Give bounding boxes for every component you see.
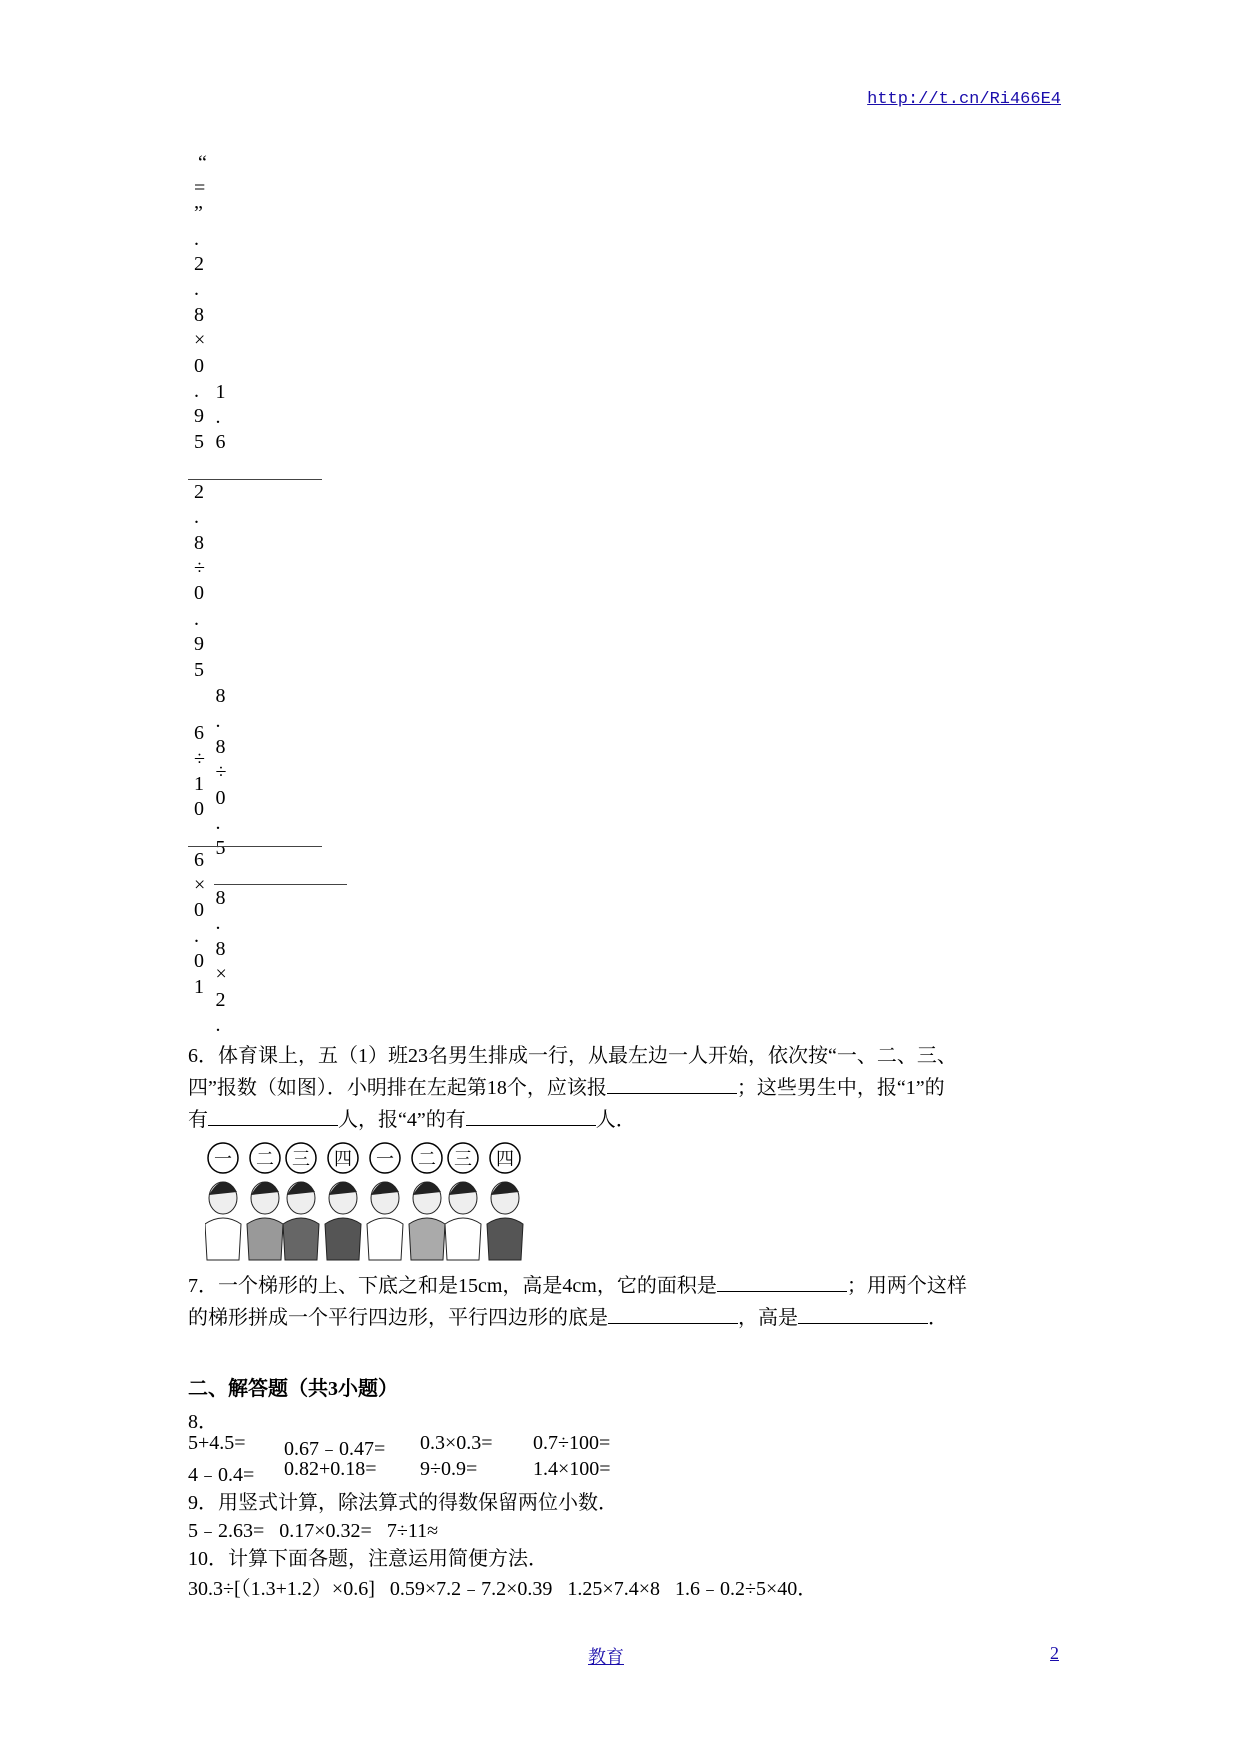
q10-item: 1.25×7.4×8 [567,1578,660,1600]
boy-figure [325,1143,361,1260]
vertical-fragment-char: × [194,329,206,352]
number-label: 三 [292,1149,310,1169]
vertical-fragment-char: 1 [194,975,205,998]
vertical-fragment-char: 0 [194,899,205,922]
vertical-fragment-char: ÷ [194,747,205,770]
q9-items [188,1514,1088,1542]
boy-figure [205,1143,241,1260]
vertical-fragment-char: . [215,812,221,834]
vertical-fragment-char: 6 [194,848,205,871]
vertical-fragment-char: 0 [194,950,205,973]
vertical-fragment-char: 5 [194,658,205,681]
q6-text-line: 四”报数（如图）．小明排在左起第18个，应该报 ；这些男生中，报“1”的 [188,1077,945,1099]
vertical-fragment-char: × [194,874,206,897]
footer-link[interactable]: 教育 [588,1647,624,1667]
shirt [247,1218,283,1260]
answer-blank[interactable] [466,1107,596,1126]
vertical-fragment-char: 6 [194,722,205,745]
q10-item: 1.6﹣0.2÷5×40． [674,1578,818,1600]
answer-blank[interactable] [607,1075,737,1094]
vertical-fragment-char: 0 [194,798,205,821]
q8-item: 5+4.5= [188,1432,246,1454]
boy-figure [247,1143,283,1260]
answer-blank[interactable] [608,1305,738,1324]
boy-figure [445,1143,481,1260]
q9-item: 7÷11≈ [386,1520,439,1542]
vertical-fragment-char: ÷ [194,557,205,580]
q10-item: 0.59×7.2﹣7.2×0.39 [389,1578,553,1600]
q10-text: 10．计算下面各题，注意运用简便方法． [188,1548,548,1570]
q8-item: 0.82+0.18= [284,1458,377,1480]
q8-item: 0.3×0.3= [420,1432,493,1454]
vertical-fragment-char: 1 [194,773,205,796]
vertical-fragment-char: 2 [215,988,226,1011]
vertical-fragment-char: 8 [215,685,226,708]
q10-items [188,1572,1088,1600]
vertical-fragment-char: . [215,1013,221,1036]
shirt [445,1218,481,1260]
q8-item: 4﹣0.4= [188,1464,255,1486]
shirt [487,1218,523,1260]
vertical-fragment-char: 9 [194,633,205,656]
number-label: 一 [376,1149,394,1169]
answer-blank[interactable] [208,1107,338,1126]
boy-figure [283,1143,319,1260]
q7-text-line: 7．一个梯形的上、下底之和是15cm，高是4cm，它的面积是 ；用两个这样 [188,1275,967,1297]
q8-label: 8． [188,1411,218,1433]
q8-item: 9÷0.9= [420,1458,478,1480]
fraction-line [188,846,322,847]
vertical-fragment-char: . [194,227,200,250]
vertical-fragment-char: 0 [194,354,205,377]
question-7 [188,1270,967,1334]
vertical-fragment-char: = [194,176,206,199]
q9-text: 9．用竖式计算，除法算式的得数保留两位小数． [188,1492,618,1514]
vertical-fragment-char: . [194,379,200,402]
q6-text-line: 6．体育课上，五（1）班23名男生排成一行，从最左边一人开始，依次按“一、二、三、 [188,1045,957,1067]
answer-blank[interactable] [717,1273,847,1292]
header-url-link[interactable]: http://t.cn/Ri466E4 [867,90,1061,109]
fraction-line [188,479,322,480]
shirt [367,1218,403,1260]
q8-item: 0.7÷100= [533,1432,611,1454]
vertical-fragment-char: 0 [215,786,226,809]
number-label: 四 [496,1149,514,1169]
vertical-fragment-char: . [194,607,200,630]
vertical-fragment-char: 9 [194,405,205,428]
vertical-fragment-char: 8 [194,531,205,554]
fraction-line [214,884,347,885]
vertical-fragment-char: 0 [194,582,205,605]
vertical-fragment-char: 5 [215,837,226,860]
q8-item: 1.4×100= [533,1458,611,1480]
vertical-fragment-char: . [215,405,221,428]
vertical-fragment-char: “ [198,151,207,174]
vertical-fragment-char: 8 [215,887,226,910]
number-label: 三 [454,1149,472,1169]
boys-counting-figure [205,1140,575,1265]
boy-figure [487,1143,523,1260]
q8-row [188,1458,1088,1486]
vertical-fragment-char: 2 [194,480,205,503]
vertical-fragment-char: 8 [215,735,226,758]
q8-row [188,1432,1088,1460]
vertical-fragment-char: . [215,710,221,733]
q8-item: 0.67﹣0.47= [284,1438,386,1460]
shirt [283,1218,319,1260]
page-number[interactable]: 2 [1050,1643,1059,1663]
vertical-fragment-char: 8 [215,937,226,960]
boy-figure [409,1143,445,1260]
vertical-fragment-char: × [215,963,227,986]
vertical-fragment-char: . [215,912,221,935]
vertical-fragment-char: 2 [194,253,205,276]
boy-figure [367,1143,403,1260]
vertical-fragment-char: . [194,278,200,301]
shirt [325,1218,361,1260]
vertical-fragment-char: ÷ [215,761,227,784]
number-label: 二 [256,1149,274,1169]
vertical-fragment-char: 6 [215,431,226,454]
shirt [409,1218,445,1260]
answer-blank[interactable] [798,1305,928,1324]
q9-item: 5﹣2.63= [188,1520,265,1542]
vertical-fragment-char: . [194,506,200,529]
vertical-fragment-char: 8 [194,303,205,326]
q6-text-line: 有 人，报“4”的有 人． [188,1109,636,1131]
section-heading: 二、解答题（共3小题） [188,1378,398,1400]
number-label: 二 [418,1149,436,1169]
number-label: 四 [334,1149,352,1169]
question-6 [188,1040,957,1136]
vertical-fragment-char: ” [194,202,203,225]
q7-text-line: 的梯形拼成一个平行四边形，平行四边形的底是 ，高是 ． [188,1307,948,1329]
vertical-fragment-char: 1 [215,380,226,403]
shirt [205,1218,241,1260]
vertical-fragment-char: . [194,924,200,947]
number-label: 一 [214,1149,232,1169]
vertical-fragment-char: 5 [194,430,205,453]
q10-item: 30.3÷[（1.3+1.2）×0.6] [188,1578,375,1600]
q9-item: 0.17×0.32= [279,1520,372,1542]
